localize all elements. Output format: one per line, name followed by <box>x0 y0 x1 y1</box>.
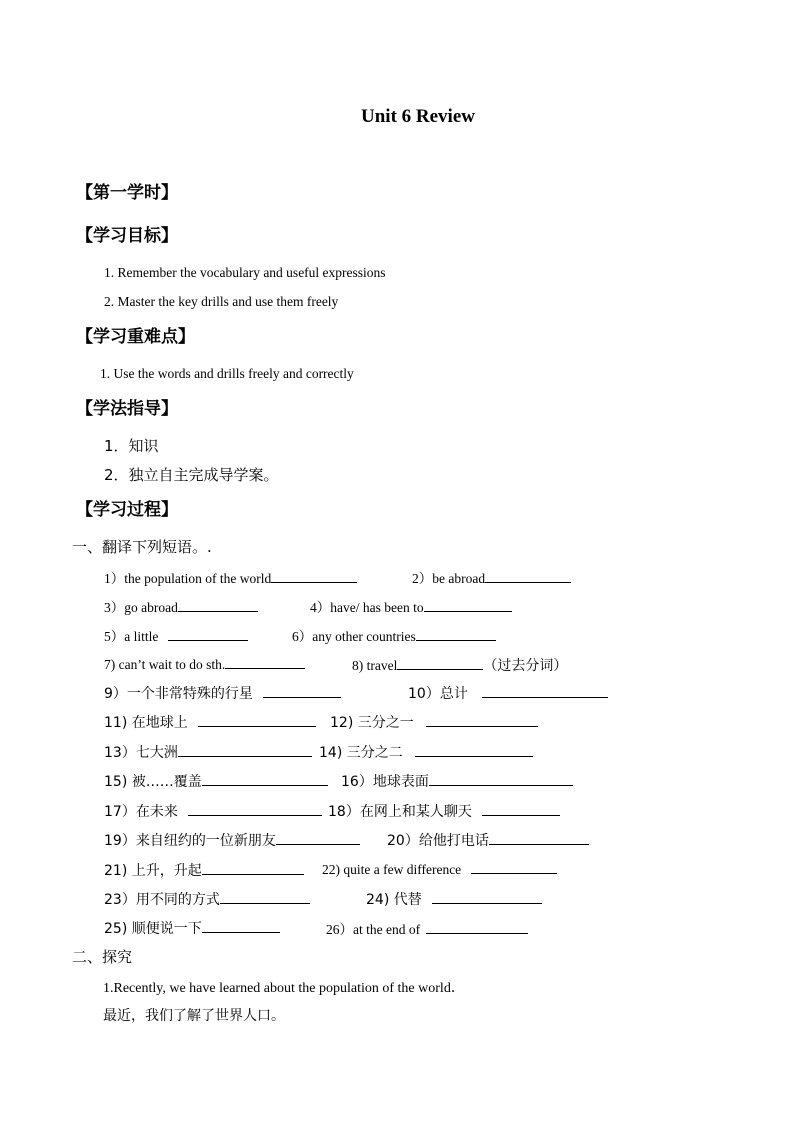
answer-blank[interactable] <box>471 860 557 874</box>
phrase-item: 7) can’t wait to do sth. <box>104 655 305 673</box>
phrase-item: 15) 被……覆盖 <box>104 771 328 791</box>
answer-blank[interactable] <box>188 802 322 816</box>
phrase-item: 1）the population of the world <box>104 567 357 587</box>
goal-item: 1. Remember the vocabulary and useful expressions <box>104 265 386 280</box>
answer-blank[interactable] <box>426 713 538 727</box>
answer-blank[interactable] <box>489 831 589 845</box>
phrase-item: 19）来自纽约的一位新朋友 <box>104 830 360 850</box>
phrase-item: 3）go abroad <box>104 596 258 616</box>
phrase-item: 13）七大洲 <box>104 742 312 762</box>
phrase-item: 20）给他打电话 <box>387 830 589 850</box>
answer-blank[interactable] <box>202 919 280 933</box>
phrase-item: 23）用不同的方式 <box>104 889 310 909</box>
phrase-item: 26）at the end of <box>326 918 528 938</box>
answer-blank[interactable] <box>424 598 512 612</box>
answer-blank[interactable] <box>485 569 571 583</box>
keypoint-item: 1. Use the words and drills freely and correctly <box>100 366 354 381</box>
phrase-item: 18）在网上和某人聊天 <box>328 801 560 821</box>
heading-goals: 【学习目标】 <box>76 226 178 246</box>
phrase-item: 2）be abroad <box>412 567 571 587</box>
phrase-item: 14) 三分之二 <box>319 742 533 762</box>
answer-blank[interactable] <box>482 802 560 816</box>
page-title: Unit 6 Review <box>361 106 475 127</box>
answer-blank[interactable] <box>263 684 341 698</box>
method-item: 2．独立自主完成导学案。 <box>104 466 279 484</box>
section-explore: 二、探究 <box>72 948 133 966</box>
section-translate: 一、翻译下列短语。. <box>72 538 212 556</box>
answer-blank[interactable] <box>178 743 312 757</box>
phrase-item: 4）have/ has been to <box>310 596 512 616</box>
example-sentence-zh: 最近，我们了解了世界人口。 <box>103 1008 285 1024</box>
heading-process: 【学习过程】 <box>76 500 178 520</box>
answer-blank[interactable] <box>416 627 496 641</box>
answer-blank[interactable] <box>178 598 258 612</box>
answer-blank[interactable] <box>426 920 528 934</box>
answer-blank[interactable] <box>225 655 305 669</box>
answer-blank[interactable] <box>397 656 483 670</box>
heading-keypoints: 【学习重难点】 <box>76 327 195 347</box>
answer-blank[interactable] <box>220 890 310 904</box>
phrase-item: 6）any other countries <box>292 625 496 645</box>
answer-blank[interactable] <box>202 861 304 875</box>
answer-blank[interactable] <box>276 831 360 845</box>
phrase-item: 21) 上升，升起 <box>104 860 304 880</box>
heading-method: 【学法指导】 <box>76 399 178 419</box>
phrase-item: 12) 三分之一 <box>330 712 538 732</box>
goal-item: 2. Master the key drills and use them freely <box>104 294 339 309</box>
answer-blank[interactable] <box>429 772 573 786</box>
answer-blank[interactable] <box>482 684 608 698</box>
heading-lesson: 【第一学时】 <box>76 183 178 203</box>
phrase-item: 24) 代替 <box>366 889 542 909</box>
answer-blank[interactable] <box>168 627 248 641</box>
method-item: 1．知识 <box>104 437 159 455</box>
phrase-item: 16）地球表面 <box>341 771 573 791</box>
answer-blank[interactable] <box>432 890 542 904</box>
phrase-item: 11) 在地球上 <box>104 712 316 732</box>
phrase-item: 22) quite a few difference <box>322 860 557 878</box>
phrase-item: 5）a little <box>104 625 248 645</box>
example-sentence-en: 1.Recently, we have learned about the population of the world． <box>103 981 465 996</box>
answer-blank[interactable] <box>202 772 328 786</box>
answer-blank[interactable] <box>198 713 316 727</box>
phrase-item: 10）总计 <box>408 683 608 703</box>
answer-blank[interactable] <box>271 569 357 583</box>
answer-blank[interactable] <box>415 743 533 757</box>
phrase-item: 25) 顺便说一下 <box>104 918 280 938</box>
phrase-item: 17）在未来 <box>104 801 322 821</box>
phrase-item: 9）一个非常特殊的行星 <box>104 683 341 703</box>
phrase-item: 8) travel （过去分词） <box>352 658 568 674</box>
